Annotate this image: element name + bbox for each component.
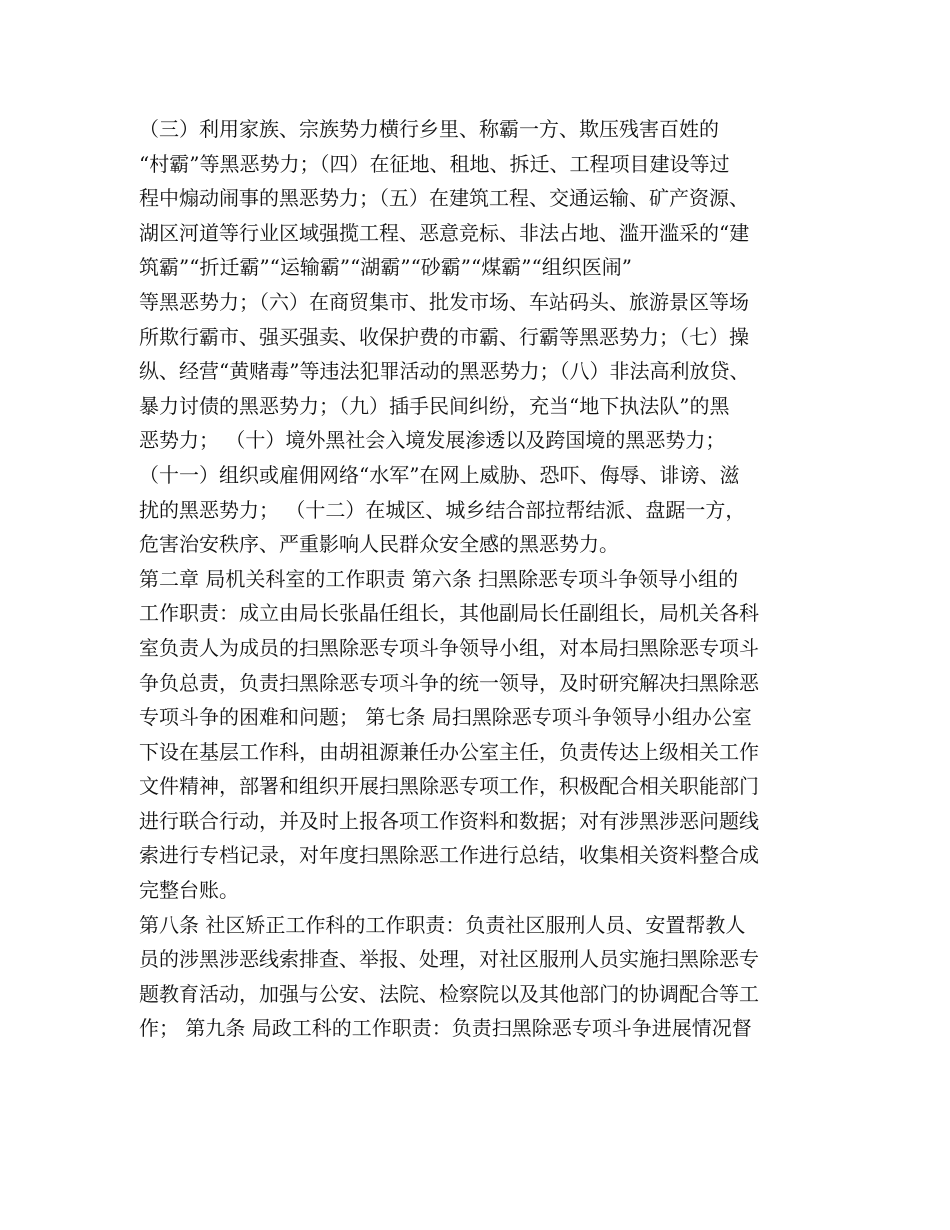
text-line: 筑霸”“折迁霸”“运输霸”“湖霸”“砂霸”“煤霸”“组织医闹” [139, 255, 632, 280]
text-line: 索进行专档记录，对年度扫黑除恶工作进行总结，收集相关资料整合成 [139, 843, 759, 868]
text-line: 文件精神，部署和组织开展扫黑除恶专项工作，积极配合相关职能部门 [139, 774, 759, 799]
text-line: 纵、经营“黄赌毒”等违法犯罪活动的黑恶势力；（八）非法高利放贷、 [139, 359, 750, 384]
text-line: 等黑恶势力；（六）在商贸集市、批发市场、车站码头、旅游景区等场 [139, 289, 749, 314]
text-line: 危害治安秩序、严重影响人民群众安全感的黑恶势力。 [139, 532, 619, 557]
text-line: 湖区河道等行业区域强揽工程、恶意竞标、非法占地、滥开滥采的“建 [139, 220, 750, 245]
text-line: 题教育活动，加强与公安、法院、检察院以及其他部门的协调配合等工 [139, 981, 759, 1006]
text-line: （十一）组织或雇佣网络“水军”在网上威胁、恐吓、侮辱、诽谤、滋 [139, 462, 740, 487]
text-line: “村霸”等黑恶势力；（四）在征地、租地、拆迁、工程项目建设等过 [139, 151, 730, 176]
text-line: 争负总责，负责扫黑除恶专项斗争的统一领导，及时研究解决扫黑除恶 [139, 670, 759, 695]
text-line: 暴力讨债的黑恶势力；（九）插手民间纠纷，充当“地下执法队”的黑 [139, 393, 730, 418]
text-line: 员的涉黑涉恶线索排查、举报、处理，对社区服刑人员实施扫黑除恶专 [139, 947, 759, 972]
text-line: 下设在基层工作科，由胡祖源兼任办公室主任，负责传达上级相关工作 [139, 739, 759, 764]
text-line: 专项斗争的困难和问题； 第七条 局扫黑除恶专项斗争领导小组办公室 [139, 705, 752, 730]
text-line: 恶势力； （十）境外黑社会入境发展渗透以及跨国境的黑恶势力； [139, 428, 726, 453]
text-line: 作； 第九条 局政工科的工作职责：负责扫黑除恶专项斗争进展情况督 [139, 1016, 752, 1041]
document-body [139, 112, 829, 1046]
text-line: 程中煽动闹事的黑恶势力；（五）在建筑工程、交通运输、矿产资源、 [139, 186, 749, 211]
text-line: （三）利用家族、宗族势力横行乡里、称霸一方、欺压残害百姓的 [139, 117, 719, 141]
text-line: 完整台账。 [139, 878, 239, 903]
text-line: 第二章 局机关科室的工作职责 第六条 扫黑除恶专项斗争领导小组的 [139, 566, 739, 591]
text-line: 扰的黑恶势力； （十二）在城区、城乡结合部拉帮结派、盘踞一方， [139, 497, 746, 522]
text-line: 所欺行霸市、强买强卖、收保护费的市霸、行霸等黑恶势力；（七）操 [139, 324, 749, 349]
text-line: 进行联合行动，并及时上报各项工作资料和数据；对有涉黑涉恶问题线 [139, 808, 759, 833]
text-line: 工作职责：成立由局长张晶任组长，其他副局长任副组长，局机关各科 [139, 601, 759, 626]
text-line: 室负责人为成员的扫黑除恶专项斗争领导小组，对本局扫黑除恶专项斗 [139, 635, 759, 660]
text-line: 第八条 社区矫正工作科的工作职责：负责社区服刑人员、安置帮教人 [139, 912, 746, 937]
